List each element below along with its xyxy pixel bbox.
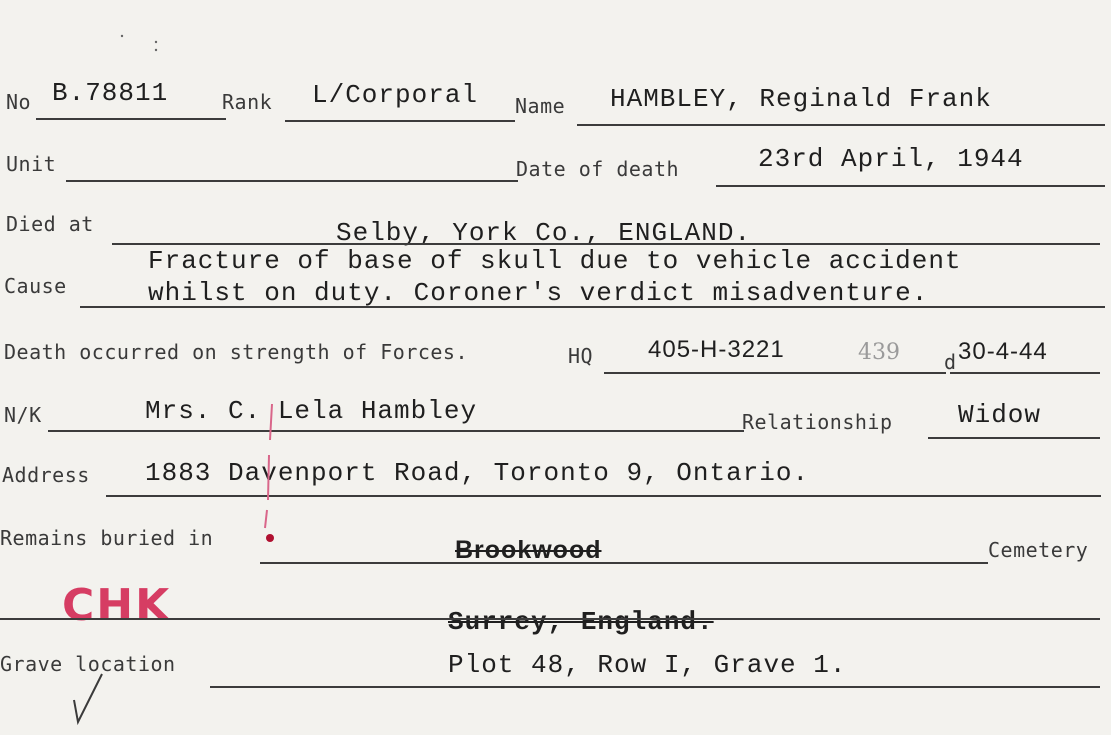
relationship-label: Relationship <box>742 410 893 434</box>
nk-value: Mrs. C. Lela Hambley <box>145 396 478 426</box>
name-line <box>577 124 1105 126</box>
remains-label: Remains buried in <box>0 526 214 550</box>
paper-specks <box>110 30 170 60</box>
name-value: HAMBLEY, Reginald Frank <box>610 84 992 114</box>
strength-label: Death occurred on strength of Forces. <box>4 340 469 364</box>
pencil-note: 439 <box>858 340 900 365</box>
nk-label: N/K <box>4 403 42 427</box>
died-at-value: Selby, York Co., ENGLAND. <box>336 218 752 248</box>
nk-line <box>48 430 744 432</box>
location-value: Surrey, England. <box>448 607 714 637</box>
address-value: 1883 Davenport Road, Toronto 9, Ontario. <box>145 458 810 488</box>
chk-stamp: CHK <box>62 580 172 631</box>
cause-label: Cause <box>4 274 67 298</box>
date-of-death-value: 23rd April, 1944 <box>758 144 1024 174</box>
hq-line <box>604 372 946 374</box>
grave-line <box>210 686 1100 688</box>
cemetery-label: Cemetery <box>988 538 1089 562</box>
cause-line <box>80 306 1105 308</box>
rank-value: L/Corporal <box>312 80 479 110</box>
died-at-line <box>112 243 1100 245</box>
unit-label: Unit <box>6 152 57 176</box>
red-pencil-mark <box>258 400 288 550</box>
grave-location-label: Grave location <box>0 652 176 676</box>
d-value: 30-4-44 <box>958 338 1048 365</box>
location-line <box>0 618 1100 620</box>
address-label: Address <box>2 463 90 487</box>
unit-line <box>66 180 518 182</box>
hq-value: 405-H-3221 <box>648 336 785 363</box>
remains-line <box>260 562 988 564</box>
died-at-label: Died at <box>6 212 94 236</box>
remains-value: Brookwood <box>455 536 602 564</box>
name-label: Name <box>515 94 566 118</box>
hq-label: HQ <box>568 344 594 368</box>
relationship-line <box>928 437 1100 439</box>
rank-line <box>285 120 515 122</box>
relationship-value: Widow <box>958 400 1042 430</box>
address-line <box>106 495 1101 497</box>
cause-line-1: Fracture of base of skull due to vehicle accident <box>148 246 962 276</box>
d-line <box>950 372 1100 374</box>
check-mark <box>66 670 106 730</box>
date-line <box>716 185 1105 187</box>
rank-label: Rank <box>222 90 273 114</box>
grave-location-value: Plot 48, Row I, Grave 1. <box>448 650 847 680</box>
service-number: B.78811 <box>52 78 169 108</box>
no-line <box>36 118 226 120</box>
date-of-death-label: Date of death <box>516 157 680 181</box>
no-label: No <box>6 90 32 114</box>
d-prefix: d <box>944 350 957 374</box>
cause-line-2: whilst on duty. Coroner's verdict misadventure. <box>148 278 929 308</box>
